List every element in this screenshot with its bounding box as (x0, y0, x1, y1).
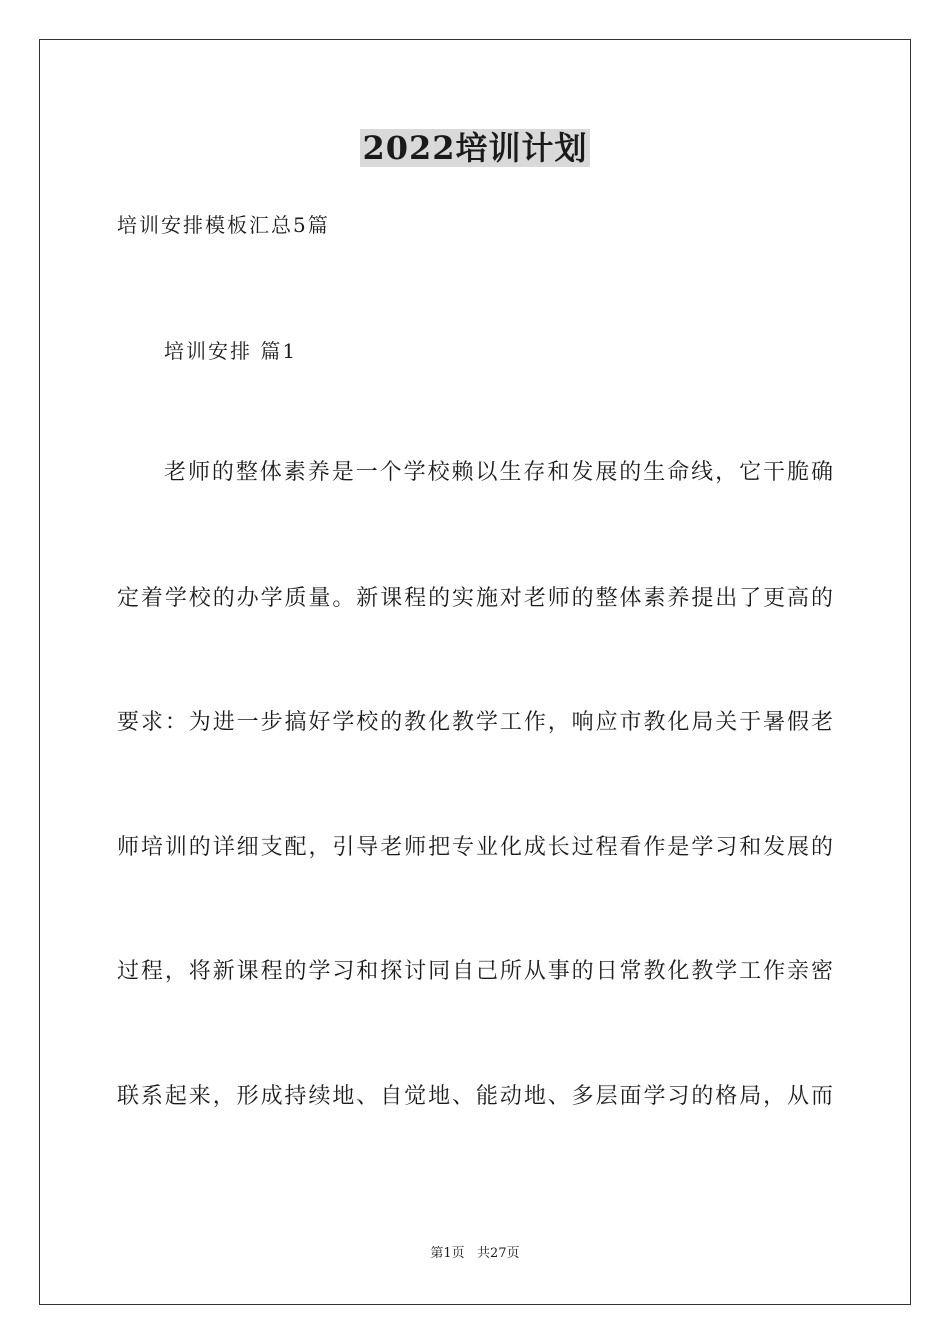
document-title (0, 126, 950, 170)
section-heading: 培训安排 篇1 (164, 339, 298, 363)
paragraph-line: 定着学校的办学质量。新课程的实施对老师的整体素养提出了更高的 (117, 586, 833, 611)
paragraph-line: 要求：为进一步搞好学校的教化教学工作，响应市教化局关于暑假老 (117, 710, 833, 735)
document-subtitle: 培训安排模板汇总5篇 (117, 213, 330, 237)
paragraph-line: 过程，将新课程的学习和探讨同自己所从事的日常教化教学工作亲密 (117, 959, 833, 984)
document-title-text: 2022培训计划 (362, 129, 588, 167)
paragraph-line: 老师的整体素养是一个学校赖以生存和发展的生命线，它干脆确 (164, 460, 833, 485)
paragraph-line: 师培训的详细支配，引导老师把专业化成长过程看作是学习和发展的 (117, 835, 833, 860)
paragraph-line: 联系起来，形成持续地、自觉地、能动地、多层面学习的格局，从而 (117, 1084, 833, 1109)
page-footer: 第1页 共27页 (430, 1246, 520, 1261)
